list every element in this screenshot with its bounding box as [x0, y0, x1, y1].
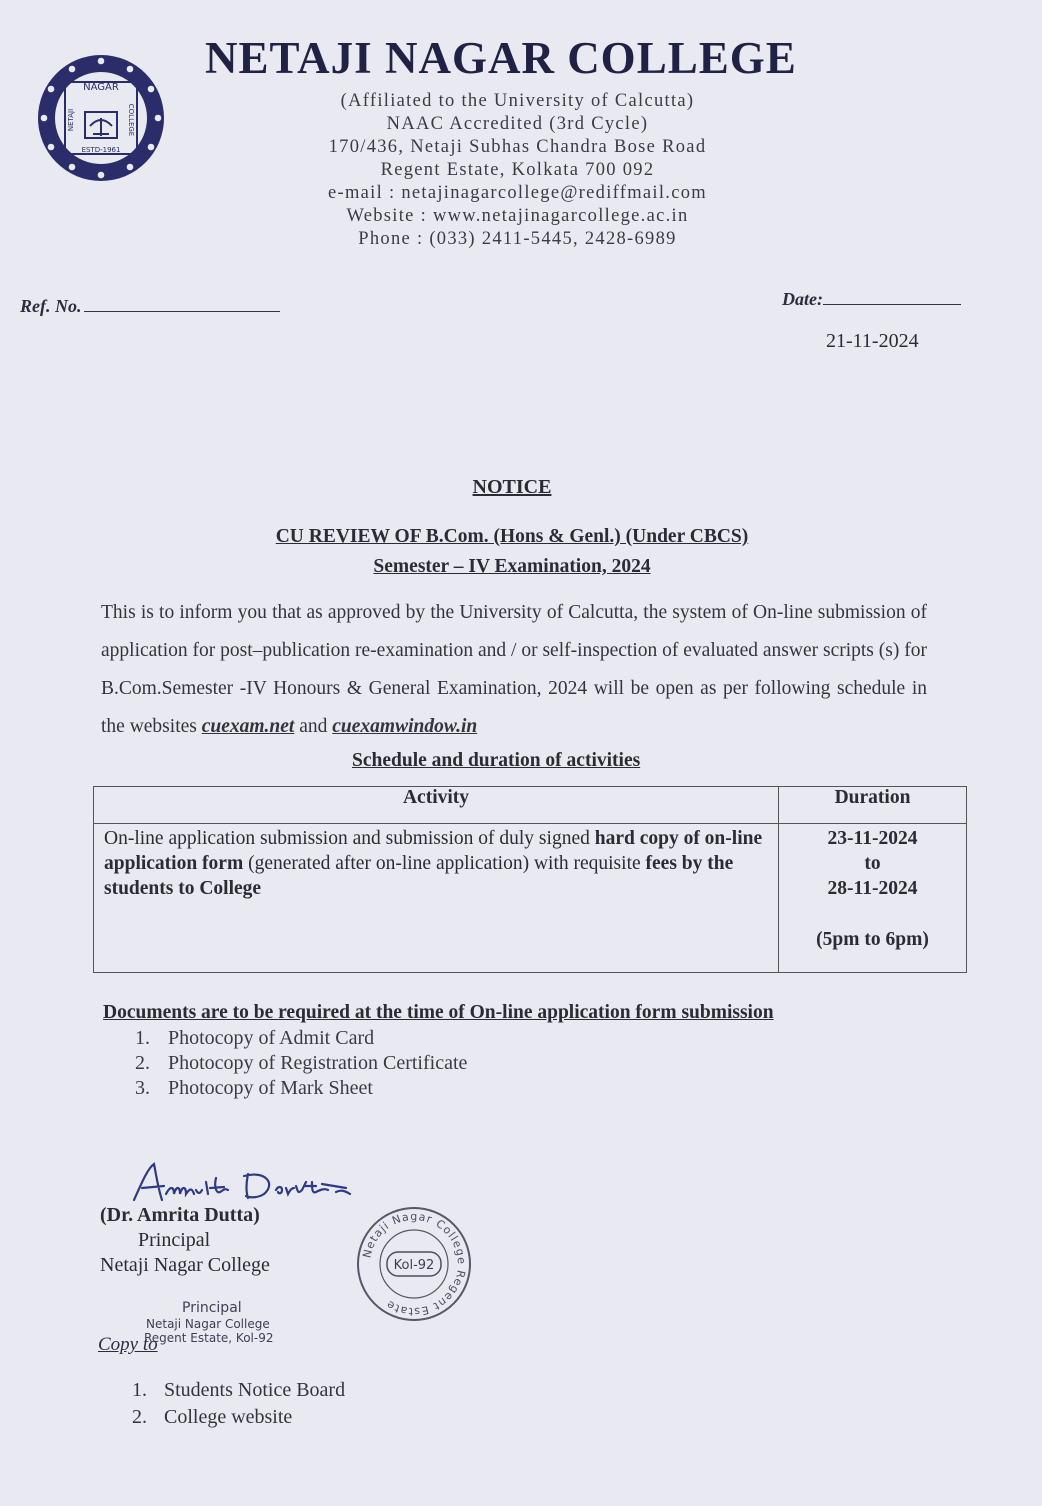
column-duration: Duration: [779, 787, 967, 824]
list-item-number: 1.: [135, 1027, 150, 1049]
date-field: [782, 289, 961, 310]
signatory-name: (Dr. Amrita Dutta): [100, 1204, 260, 1226]
logo-bottom-text: ESTD-1961: [81, 146, 121, 154]
list-item-number: 2.: [132, 1406, 147, 1428]
activity-cell: [94, 824, 779, 973]
duration-to: to: [864, 853, 881, 874]
stamp-line-principal: Principal: [182, 1300, 242, 1316]
subject-line-1: CU REVIEW OF B.Com. (Hons & Genl.) (Under CBCS): [275, 526, 749, 547]
subject-line-2: Semester – IV Examination, 2024: [373, 556, 651, 577]
body-text: This is to inform you that as approved by the University of Calcutta, the system of On-line submission of application for post–publication re-examination and / or self-inspection of evaluated answer scripts (s) for B.Com.Semester -IV Honours & General Examination, 2024 will be open as per following schedule in the websites: [101, 602, 927, 737]
address-phone: Phone : (033) 2411-5445, 2428-6989: [358, 229, 677, 249]
date-label: Date:: [782, 289, 823, 309]
date-blank-line: [823, 304, 961, 305]
ref-label: Ref. No.: [20, 296, 82, 316]
address-affiliation: (Affiliated to the University of Calcutta): [340, 91, 695, 111]
duration-start: 23-11-2024: [827, 828, 918, 849]
activity-text-3: (generated after on-line application) with requisite: [243, 853, 646, 874]
list-item-number: 3.: [135, 1077, 150, 1099]
copy-to-list: [132, 1377, 345, 1431]
website-link-cuexam: cuexam.net: [201, 716, 295, 737]
seal-ring-text: Netaji Nagar College Regent Estate: [360, 1209, 469, 1319]
address-city: Regent Estate, Kolkata 700 092: [380, 160, 655, 180]
logo-right-text: COLLEGE: [127, 103, 135, 137]
stamp-line-address: Regent Estate, Kol-92: [144, 1331, 274, 1345]
list-item-number: 1.: [132, 1379, 147, 1401]
list-item: [135, 1051, 467, 1076]
body-and: and: [294, 716, 333, 737]
college-address: [230, 90, 805, 251]
copy-to-label: Copy to: [98, 1334, 158, 1355]
activity-text-4: fees by the students to College: [104, 853, 734, 899]
schedule-header-row: [94, 787, 967, 824]
website-link-cuexamwindow: cuexamwindow.in: [332, 716, 478, 737]
duration-cell: [779, 824, 967, 973]
list-item-text: Photocopy of Admit Card: [168, 1027, 375, 1049]
signatory-title: Principal: [138, 1229, 211, 1251]
college-seal-stamp: [354, 1204, 474, 1322]
activity-text-2: hard copy of on-line application form: [104, 828, 763, 874]
logo-left-text: NETAJI: [67, 108, 75, 132]
address-street: 170/436, Netaji Subhas Chandra Bose Road: [328, 137, 707, 157]
address-email: e-mail : netajinagarcollege@rediffmail.com: [328, 183, 707, 203]
list-item-text: Photocopy of Registration Certificate: [168, 1052, 468, 1074]
ref-number: [20, 296, 280, 317]
list-item-text: Students Notice Board: [164, 1379, 346, 1401]
list-item-text: College website: [164, 1406, 293, 1428]
college-logo: [35, 52, 167, 184]
notice-body: [101, 594, 927, 746]
ref-blank-line: [84, 311, 280, 312]
list-item: [135, 1076, 467, 1101]
signatory-block: [100, 1203, 270, 1278]
list-item: [132, 1404, 345, 1431]
list-item-text: Photocopy of Mark Sheet: [168, 1077, 373, 1099]
documents-title: Documents are to be required at the time of On-line application form submission: [103, 1002, 774, 1023]
date-value: 21-11-2024: [826, 330, 919, 352]
signatory-org: Netaji Nagar College: [100, 1254, 270, 1276]
notice-title: NOTICE: [472, 476, 552, 498]
documents-list: [135, 1026, 467, 1101]
schedule-title: Schedule and duration of activities: [352, 750, 641, 771]
address-website: Website : www.netajinagarcollege.ac.in: [346, 206, 689, 226]
stamp-line-college: Netaji Nagar College: [146, 1317, 270, 1331]
address-naac: NAAC Accredited (3rd Cycle): [386, 114, 649, 134]
schedule-table: [93, 786, 967, 973]
list-item: [132, 1377, 345, 1404]
principal-rubber-stamp: [146, 1300, 273, 1345]
activity-text-1: On-line application submission and submission of duly signed: [104, 828, 595, 849]
column-activity: Activity: [94, 787, 779, 824]
handwritten-signature: [128, 1160, 358, 1208]
college-name: NETAJI NAGAR COLLEGE: [205, 33, 797, 83]
seal-center-text: Kol-92: [393, 1258, 435, 1273]
list-item-number: 2.: [135, 1052, 150, 1074]
list-item: [135, 1026, 467, 1051]
notice-subject: [0, 522, 1024, 582]
logo-top-text: NAGAR: [83, 82, 119, 93]
duration-time: (5pm to 6pm): [816, 929, 929, 950]
duration-end: 28-11-2024: [827, 878, 918, 899]
schedule-row: [94, 824, 967, 973]
